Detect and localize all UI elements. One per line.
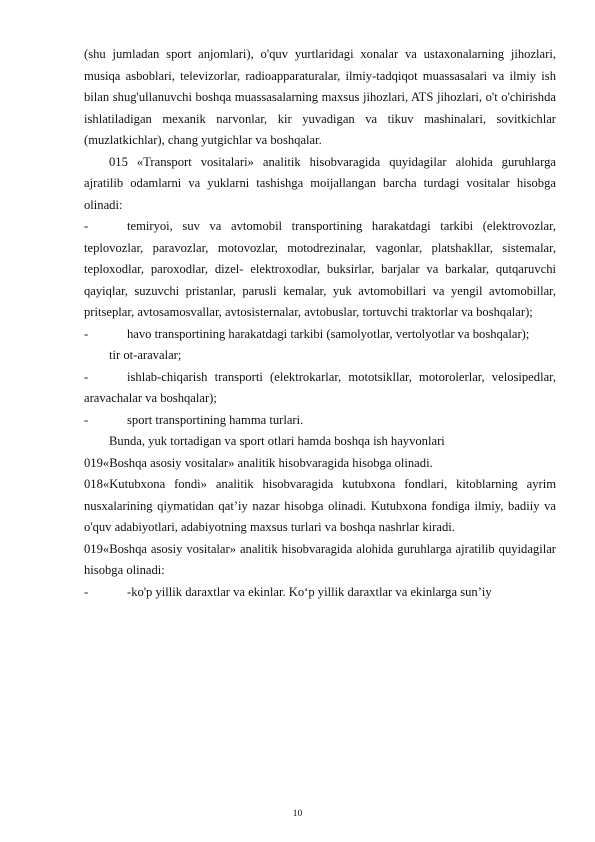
list-dash: - — [84, 584, 89, 599]
paragraph-work-animals: Bunda, yuk tortadigan va sport otlari hamda boshqa ish hayvonlari — [109, 434, 445, 448]
list-dash: - — [84, 369, 89, 384]
list-dash: - — [84, 412, 89, 427]
list-item-text: -ko'p yillik daraxtlar va ekinlar. Ko‘p yillik daraxtlar va ekinlarga sun’iy — [127, 584, 492, 599]
list-item-production-transport — [84, 367, 556, 410]
list-dash: - — [84, 219, 89, 233]
list-item-text: sport transportining hamma turlari. — [127, 412, 304, 427]
paragraph-library-fund: 018«Kutubxona fondi» analitik hisobvaragida kutubxona fondlari, kitoblarning ayrim nusxalarining qiymatidan qat’iy nazar hisobga olinadi. Kutubxona fondiga ilmiy, badiiy va o'quv adabiyotlari, adabiyotning maxsus turlari va boshqa nashrlar kiradi. — [84, 477, 556, 534]
list-item-air-transport — [84, 324, 556, 346]
list-item-rail-water-auto — [84, 216, 556, 324]
list-item-perennial-trees — [84, 582, 556, 604]
list-item-text: havo transportining harakatdagi tarkibi (samolyotlar, vertolyotlar va boshqalar); — [127, 326, 530, 341]
list-dash: - — [84, 326, 89, 341]
list-item-text: temiryoi, suv va avtomobil transportining harakatdagi tarkibi (elektrovozlar, teplovozlar, paravozlar, motovozlar, motodrezinalar, vagonlar, platshakllar, sistemalar, teploxodlar, paroxodlar, dizel- elektroxodlar, buksirlar, barjalar va barkalar, qutqaruvchi qayiqlar, suzuvchi pristanlar, parusli kemalar, yuk avtomobillari va yengil avtomobillar, pritseplar, avtosamosvallar, avtosisternalar, avtobuslar, tortuvchi traktorlar va boshqalar); — [84, 219, 556, 319]
paragraph-horse-carts: tir ot-aravalar; — [109, 348, 182, 362]
paragraph-other-assets-note: 019«Boshqa asosiy vositalar» analitik hisobvaragida hisobga olinadi. — [84, 455, 433, 470]
list-item-text: ishlab-chiqarish transporti (elektrokarlar, mototsikllar, motorolerlar, velosipedlar, aravachalar va boshqalar); — [84, 369, 556, 405]
list-item-sport-transport — [84, 410, 556, 432]
paragraph-transport-intro: 015 «Transport vositalari» analitik hisobvaragida quyidagilar alohida guruhlarga ajratilib odamlarni va yuklarni tashishga moijallangan barcha turdagi vositalar hisobga olinadi: — [84, 154, 556, 212]
page-number: 10 — [292, 809, 303, 819]
paragraph-equipment-list: (shu jumladan sport anjomlari), o'quv yurtlaridagi xonalar va ustaxonalarning jihozlari, musiqa asboblari, televizorlar, radioapparaturalar, ilmiy-tadqiqot muassasalari va ilmiy ish bilan shug'ullanuvchi boshqa muassasalarning maxsus jihozlari, ATS jihozlari, o't o'chirishda ishlatiladigan mexanik narvonlar, kir yuvadigan va tikuv mashinalari, sovitkichlar (muzlatkichlar), chang yutgichlar va boshqalar. — [84, 47, 556, 147]
paragraph-other-assets-groups: 019«Boshqa asosiy vositalar» analitik hisobvaragida alohida guruhlarga ajratilib quyidagilar hisobga olinadi: — [84, 541, 556, 577]
document-body — [84, 44, 556, 603]
